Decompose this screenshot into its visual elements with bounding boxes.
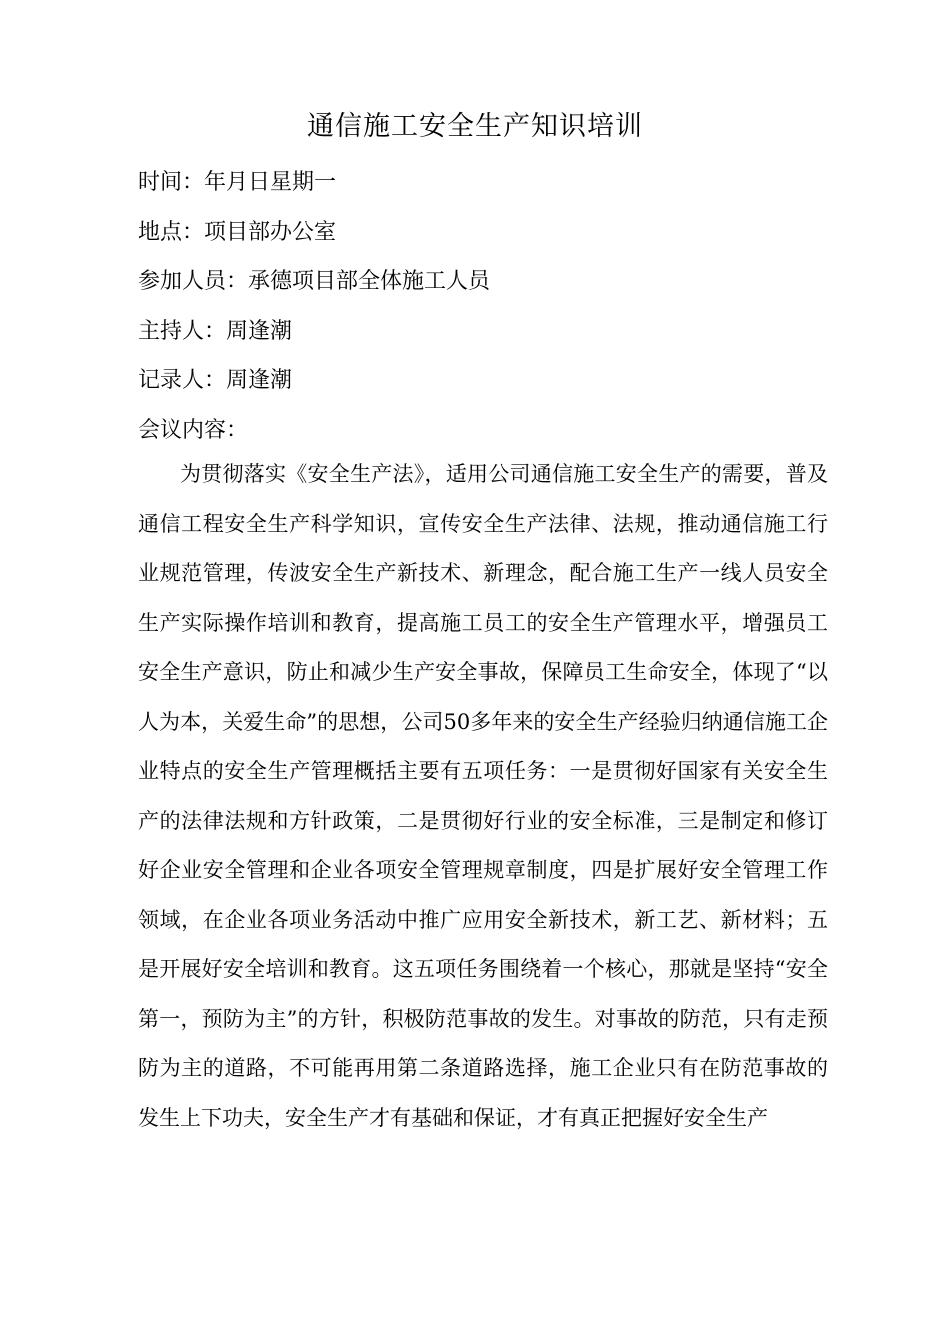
meeting-time: 时间：年月日星期一 [138,170,337,195]
meeting-content-label: 会议内容： [138,417,249,443]
meeting-attendees: 参加人员：承德项目部全体施工人员 [138,269,491,294]
meeting-recorder: 记录人：周逢潮 [138,368,293,393]
meeting-location: 地点：项目部办公室 [138,219,337,245]
meeting-host: 主持人：周逢潮 [138,318,293,344]
body-paragraph: 为贯彻落实《安全生产法》，适用公司通信施工安全生产的需要，普及通信工程安全生产科学知识，宣传安全生产法律、法规，推动通信施工行业规范管理，传波安全生产新技术、新理念，配合施工生产一线人员安全生产实际操作培训和教育，提高施工员工的安全生产管理水平，增强员工安全生产意识，防止和减少生产安全事故，保障员工生命安全，体现了“以人为本，关爱生命”的思想，公司50多年来的安全生产经验归纳通信施工企业特点的安全生产管理概括主要有五项任务：一是贯彻好国家有关安全生产的法律法规和方针政策，二是贯彻好行业的安全标准，三是制定和修订好企业安全管理和企业各项安全管理规章制度，四是扩展好安全管理工作领域，在企业各项业务活动中推广应用安全新技术，新工艺、新材料；五是开展好安全培训和教育。这五项任务围绕着一个核心，那就是坚持“安全第一，预防为主”的方针，积极防范事故的发生。对事故的防范，只有走预防为主的道路，不可能再用第二条道路选择，施工企业只有在防范事故的发生上下功夫，安全生产才有基础和保证，才有真正把握好安全生产 [138,462,828,1130]
document-title: 通信施工安全生产知识培训 [307,111,643,142]
meeting-info [138,158,838,455]
